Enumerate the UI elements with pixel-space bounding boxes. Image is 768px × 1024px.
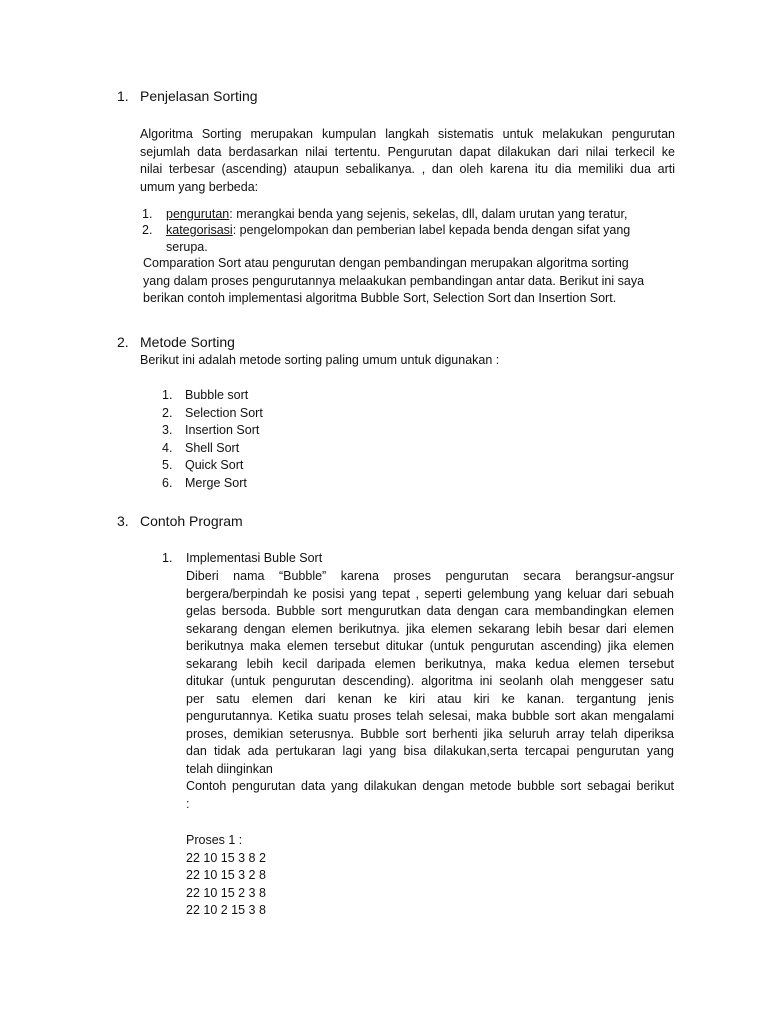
description-line: telah diinginkan xyxy=(186,761,273,776)
method-number: 3. xyxy=(162,423,173,437)
section2-title: Metode Sorting xyxy=(140,334,235,350)
description-line: dan tidak ada pertukaran lagi yang bisa dilakukan,serta tercapai pengurutan yang xyxy=(186,744,674,758)
method-label: Shell Sort xyxy=(185,440,240,455)
term-item-1-text xyxy=(166,206,627,224)
method-number: 2. xyxy=(162,405,173,420)
method-number: 5. xyxy=(162,458,173,472)
section1-number: 1. xyxy=(117,88,129,104)
description-line: proses, demikian seterusnya. Bubble sort berhenti jika seluruh array telah diperiksa xyxy=(186,726,674,741)
method-number: 4. xyxy=(162,440,173,455)
method-item xyxy=(162,457,362,475)
comparison-paragraph xyxy=(143,255,663,308)
section3-title: Contoh Program xyxy=(140,513,243,529)
process-block xyxy=(186,832,386,920)
description-line: Diberi nama “Bubble” karena proses pengurutan secara berangsur-angsur xyxy=(186,569,674,583)
process-row: 22 10 2 15 3 8 xyxy=(186,903,266,917)
section2-intro: Berikut ini adalah metode sorting paling umum untuk digunakan : xyxy=(140,353,500,367)
method-label: Merge Sort xyxy=(185,475,247,490)
method-item xyxy=(162,475,362,493)
program-item-title: Implementasi Buble Sort xyxy=(186,551,323,565)
process-title: Proses 1 : xyxy=(186,833,243,847)
term-item-1 xyxy=(142,206,152,224)
description-line: gelas bersoda. Bubble sort mengurutkan data dengan cara membandingkan elemen xyxy=(186,604,674,618)
term-continuation: serupa. xyxy=(166,240,208,254)
method-item xyxy=(162,422,362,440)
term-definition: : pengelompokan dan pemberian label kepada benda dengan sifat yang xyxy=(232,223,631,237)
description-line: ditukar (untuk pengurutan descending). algoritma ini seolanh olah menggeser satu xyxy=(186,674,674,688)
example-colon: : xyxy=(186,796,190,811)
description-line: bergera/berpindah ke posisi yang tepat , seperti gelembung yang keluar dari sebuah xyxy=(186,586,674,601)
term-item-2 xyxy=(142,222,152,240)
term-label: kategorisasi xyxy=(166,223,233,237)
term-definition: : merangkai benda yang sejenis, sekelas, dll, dalam urutan yang teratur, xyxy=(229,207,628,221)
comparison-line: berikan contoh implementasi algoritma Bubble Sort, Selection Sort dan Insertion Sort. xyxy=(143,291,617,305)
process-row: 22 10 15 3 2 8 xyxy=(186,868,266,882)
program-item-number: 1. xyxy=(162,551,173,565)
method-label: Quick Sort xyxy=(185,458,244,472)
comparison-line: Comparation Sort atau pengurutan dengan pembandingan merupakan algoritma sorting xyxy=(143,256,629,270)
method-label: Selection Sort xyxy=(185,405,263,420)
section1-paragraph xyxy=(140,126,675,196)
paragraph-line: nilai terbesar (ascending) ataupun sebalikanya. , dan oleh karena itu dia memiliki dua arti xyxy=(140,162,675,176)
method-item xyxy=(162,387,362,405)
process-row: 22 10 15 3 8 2 xyxy=(186,850,266,865)
term-number: 2. xyxy=(142,223,153,237)
paragraph-line: Algoritma Sorting merupakan kumpulan langkah sistematis untuk melakukan pengurutan xyxy=(140,127,675,141)
description-line: sekarang dengan elemen berikutnya. jika elemen sekarang lebih besar dari elemen xyxy=(186,621,674,636)
description-line: berikutnya maka elemen tersebut ditukar (untuk pengurutan ascending) jika elemen xyxy=(186,639,674,653)
method-label: Insertion Sort xyxy=(185,423,260,437)
term-label: pengurutan xyxy=(166,207,230,221)
method-label: Bubble sort xyxy=(185,388,249,402)
method-number: 1. xyxy=(162,388,173,402)
bubble-description xyxy=(186,568,674,813)
paragraph-line: umum yang berbeda: xyxy=(140,179,259,194)
methods-list xyxy=(162,387,362,492)
section2-number: 2. xyxy=(117,334,129,350)
section3-number: 3. xyxy=(117,513,129,529)
example-line: Contoh pengurutan data yang dilakukan dengan metode bubble sort sebagai berikut xyxy=(186,779,674,793)
description-line: pengurutannya. Ketika suatu proses telah selesai, maka bubble sort akan mengalami xyxy=(186,709,674,723)
description-line: per satu elemen dari kenan ke kiri atau kiri ke kanan. tergantung jenis xyxy=(186,691,674,706)
section1-title: Penjelasan Sorting xyxy=(140,88,258,104)
description-line: sekarang lebih kecil daripada elemen berikutnya, maka kedua elemen tersebut xyxy=(186,656,674,671)
method-number: 6. xyxy=(162,475,173,490)
method-item xyxy=(162,440,362,458)
term-number: 1. xyxy=(142,207,153,221)
term-item-2-text xyxy=(166,222,630,240)
comparison-line: yang dalam proses pengurutannya melaakukan pembandingan antar data. Berikut ini saya xyxy=(143,273,645,288)
paragraph-line: sejumlah data berdasarkan nilai tertentu. Pengurutan dapat dilakukan dari nilai terkecil ke xyxy=(140,144,675,159)
method-item xyxy=(162,405,362,423)
process-row: 22 10 15 2 3 8 xyxy=(186,885,266,900)
